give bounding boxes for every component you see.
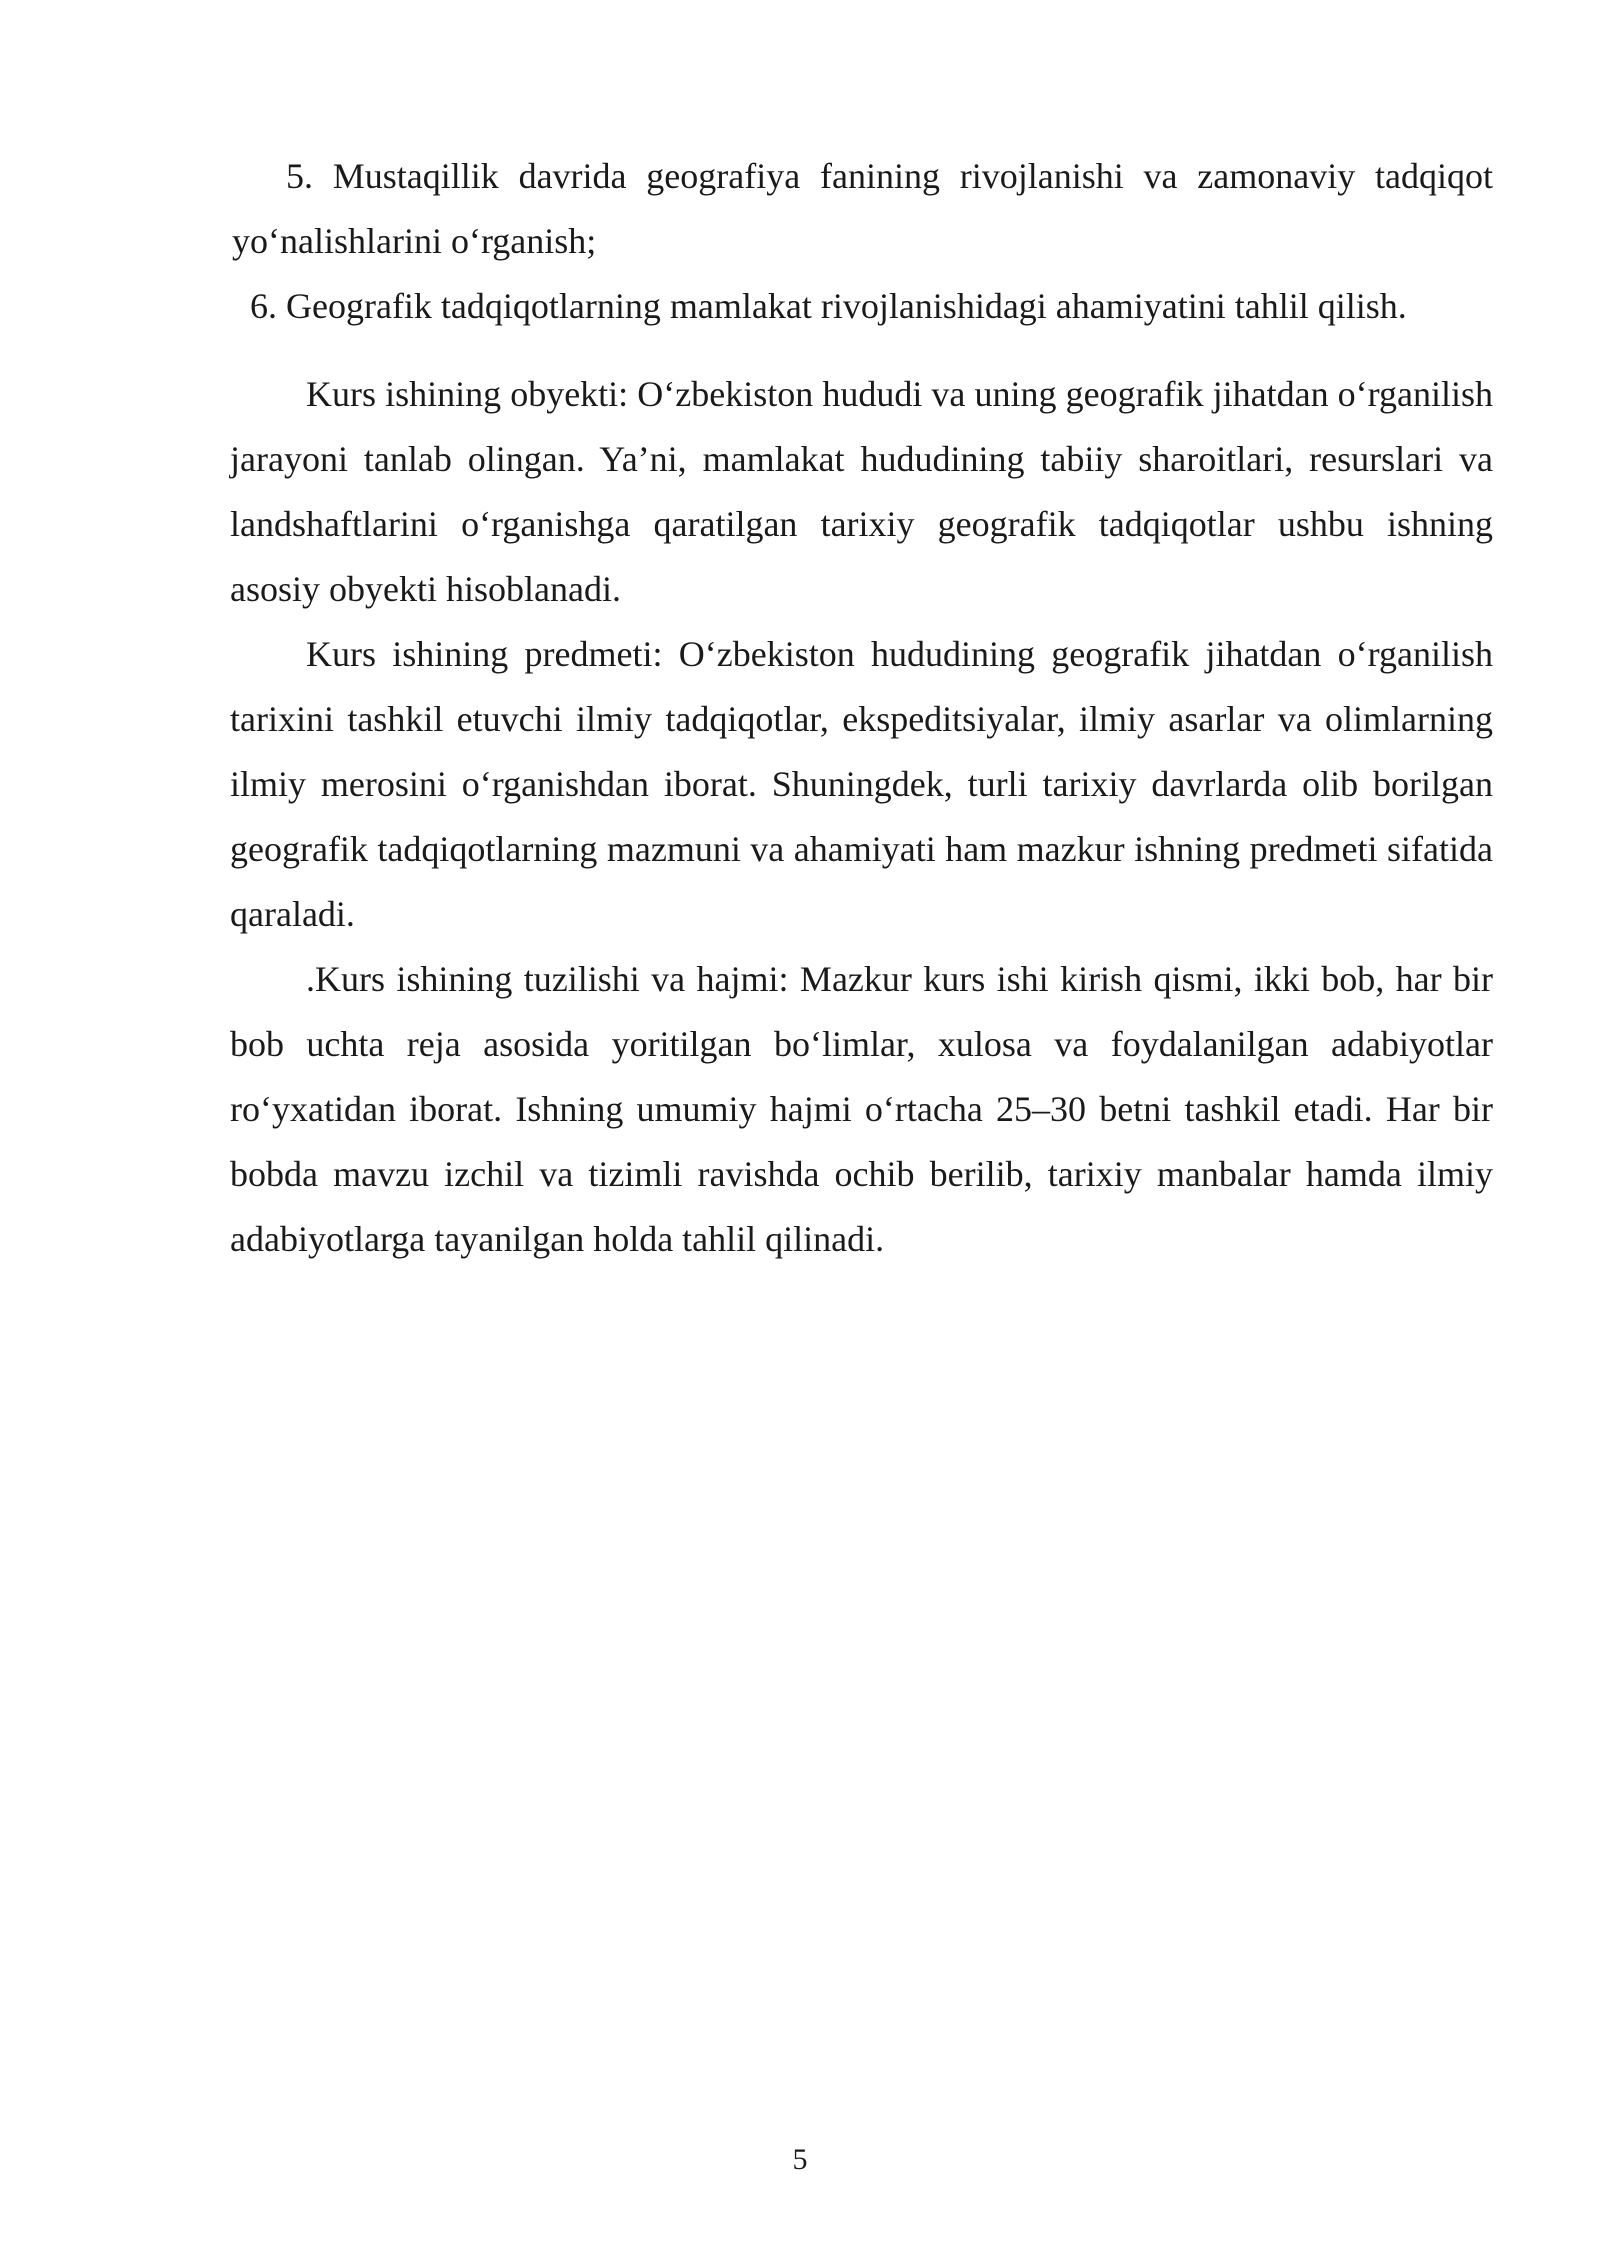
paragraph-object: Kurs ishining obyekti: O‘zbekiston hududi va uning geografik jihatdan o‘rganilish jarayoni tanlab olingan. Ya’ni, mamlakat hududining tabiiy sharoitlari, resurslari va landshaftlarini o‘rganishga qaratilgan tarixiy geografik tadqiqotlar ushbu ishning asosiy obyekti hisoblanadi. <box>230 374 1493 609</box>
list-item-5-continuation <box>232 209 1493 274</box>
list-item-5 <box>214 144 1493 209</box>
page-number: 5 <box>792 2143 808 2176</box>
list-item-5-cont-text: yo‘nalishlarini o‘rganish; <box>232 221 597 261</box>
paragraph-subject: Kurs ishining predmeti: O‘zbekiston hududining geografik jihatdan o‘rganilish tarixini tashkil etuvchi ilmiy tadqiqotlar, ekspeditsiyalar, ilmiy asarlar va olimlarning ilmiy merosini o‘rganishdan iborat. Shuningdek, turli tarixiy davrlarda olib borilgan geografik tadqiqotlarning mazmuni va ahamiyati ham mazkur ishning predmeti sifatida qaraladi. <box>230 634 1493 934</box>
body-text <box>230 362 1493 1272</box>
paragraph-structure: .Kurs ishining tuzilishi va hajmi: Mazkur kurs ishi kirish qismi, ikki bob, har bir bob uchta reja asosida yoritilgan bo‘limlar, xulosa va foydalanilgan adabiyotlar ro‘yxatidan iborat. Ishning umumiy hajmi o‘rtacha 25–30 betni tashkil etadi. Har bir bobda mavzu izchil va tizimli ravishda ochib berilib, tarixiy manbalar hamda ilmiy adabiyotlarga tayanilgan holda tahlil qilinadi. <box>230 959 1493 1259</box>
list-item-6-text: 6. Geografik tadqiqotlarning mamlakat rivojlanishidagi ahamiyatini tahlil qilish. <box>250 286 1407 326</box>
list-item-6 <box>250 274 1493 339</box>
numbered-list <box>232 144 1493 339</box>
list-item-5-text: 5. Mustaqillik davrida geografiya fanining rivojlanishi va zamonaviy tadqiqot <box>286 156 1493 196</box>
